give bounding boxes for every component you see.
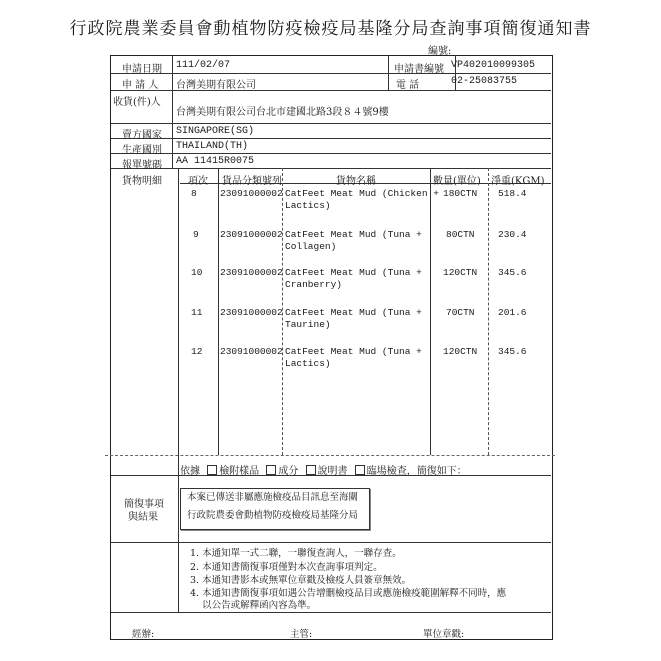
apply-no-value: VP402010099305 [451,60,536,71]
row-item: 12 [191,346,203,357]
row-item: 9 [193,229,199,240]
seller-country-label: 賣方國家 [122,130,162,141]
row-code: 23091000002 [220,267,283,278]
sample-option-label: 檢附樣品 [219,466,260,477]
reply-label-line1: 簡復事項 [124,499,164,510]
row-name-line2: Collagen) [285,241,337,252]
row-name-line1: CatFeet Meat Mud (Chicken + [285,188,439,199]
consignee-value: 台灣美期有限公司台北市建國北路3段８４號9樓 [176,107,389,118]
row-name-line2: Lactics) [285,200,331,211]
row-name-line2: Taurine) [285,319,331,330]
origin-value: THAILAND(TH) [176,141,249,152]
onsite-inspection-checkbox[interactable] [355,465,365,475]
stamp-line-2: 行政院農委會動植物防疫檢疫局基隆分局 [187,510,359,521]
row-item: 8 [191,188,197,199]
row-weight: 201.6 [498,307,527,318]
note-item: 1. 本通知單一式二聯，一聯復查詢人，一聯存查。 [190,548,402,559]
row-divider [110,153,551,154]
stamp-line-1: 本案已傳送非屬應施檢疫品目訊息至海關 [187,492,359,503]
col-header-code: 貨品分類號列 [222,176,282,187]
applicant-value: 台灣美期有限公司 [176,80,256,91]
row-weight: 345.6 [498,267,527,278]
table-column-divider [430,168,431,455]
apply-date-label: 申請日期 [122,64,162,75]
row-code: 23091000002 [220,229,283,240]
row-name-line2: Lactics) [285,358,331,369]
label-column-divider [172,55,173,168]
supervisor-label: 主管: [290,629,313,640]
basis-label: 依據 [180,466,200,477]
row-divider [110,73,551,74]
seller-country-value: SINGAPORE(SG) [176,126,255,137]
row-divider [110,138,551,139]
row-name-line1: CatFeet Meat Mud (Tuna + [285,346,422,357]
row-weight: 345.6 [498,346,527,357]
handler-label: 經辦: [132,629,155,640]
reply-label-line2: 與結果 [128,512,158,523]
row-divider [110,612,551,613]
row-divider [110,168,551,169]
column-divider [388,55,389,90]
row-code: 23091000002 [220,307,283,318]
row-weight: 518.4 [498,188,527,199]
apply-no-label: 申請書編號 [394,64,444,75]
result-stamp [180,488,370,530]
row-divider [110,123,551,124]
row-qty: 120CTN [443,267,478,278]
ingredient-checkbox[interactable] [266,465,276,475]
row-divider [110,542,551,543]
row-qty: 70CTN [446,307,475,318]
origin-label: 生產國別 [122,145,162,156]
row-qty: 180CTN [443,188,478,199]
serial-number-label: 編號: [428,46,452,57]
consignee-label: 收貨(件)人 [113,97,161,108]
row-code: 23091000002 [220,346,283,357]
table-bottom-divider [105,455,555,456]
unit-stamp-label: 單位章戳: [423,629,465,640]
table-column-divider [218,168,219,455]
row-weight: 230.4 [498,229,527,240]
row-item: 11 [191,307,203,318]
applicant-label: 申 請 人 [122,80,159,91]
row-qty: 120CTN [443,346,478,357]
ingredient-option-label: 成分 [278,466,299,477]
row-name-line1: CatFeet Meat Mud (Tuna + [285,307,422,318]
basis-line [180,462,467,477]
page-title: 行政院農業委員會動植物防疫檢疫局基隆分局查詢事項簡復通知書 [69,19,592,39]
row-name-line1: CatFeet Meat Mud (Tuna + [285,267,422,278]
phone-label: 電 話 [396,80,420,91]
row-name-line2: Cranberry) [285,279,343,290]
label-column-divider [178,168,179,612]
col-header-weight: 淨重(KGM) [491,176,545,187]
note-item-continued: 以公告或解釋函內容為準。 [190,600,317,611]
manual-option-label: 說明書 [317,466,348,477]
note-item: 2. 本通知書簡復事項僅對本次查詢事項判定。 [190,562,383,573]
table-column-divider [488,168,489,455]
note-item: 3. 本通知書影本或無單位章戳及檢疫人員簽章無效。 [190,575,412,586]
manual-checkbox[interactable] [306,465,316,475]
row-item: 10 [191,267,203,278]
col-header-name: 貨物名稱 [336,176,376,187]
basis-tail: ，簡復如下： [406,466,467,477]
col-header-item: 項次 [188,176,208,187]
col-header-qty: 數量(單位) [433,176,481,187]
customs-no-value: AA 11415R0075 [176,156,255,167]
goods-detail-label: 貨物明細 [122,176,162,187]
row-name-line1: CatFeet Meat Mud (Tuna + [285,229,422,240]
note-item: 4. 本通知書簡復事項如遇公告增刪檢疫品目或應施檢疫範圍解釋不同時，應 [190,588,507,599]
row-code: 23091000002 [220,188,283,199]
apply-date-value: 111/02/07 [176,60,231,71]
row-qty: 80CTN [446,229,475,240]
onsite-option-label: 臨場檢查 [366,466,407,477]
sample-checkbox[interactable] [207,465,217,475]
customs-no-label: 報單號碼 [122,160,162,171]
phone-value: 02-25083755 [451,76,518,87]
